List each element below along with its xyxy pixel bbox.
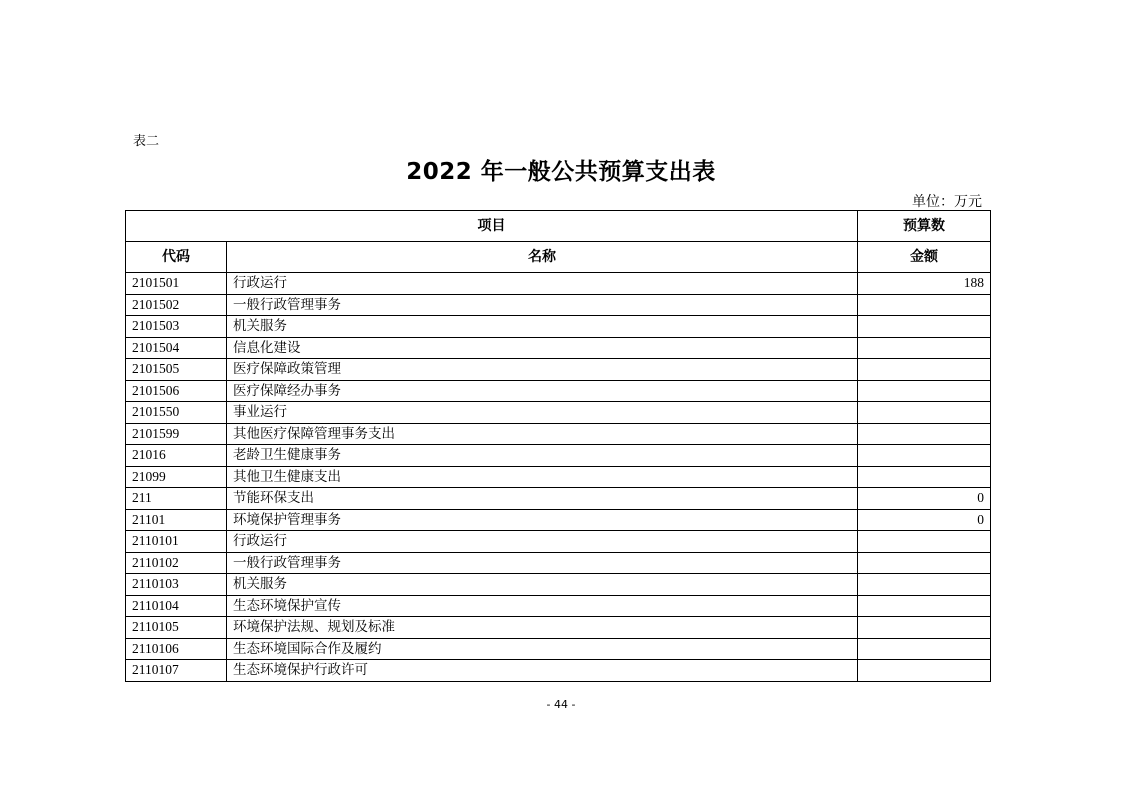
row-amount: 0 [858,488,991,510]
budget-table [125,210,991,682]
row-name: 老龄卫生健康事务 [227,445,858,467]
header-amount: 金额 [858,242,991,273]
row-name: 事业运行 [227,402,858,424]
header-row-2 [126,242,991,273]
table-row [126,316,991,338]
row-name: 一般行政管理事务 [227,552,858,574]
row-code: 2110105 [126,617,227,639]
row-amount [858,638,991,660]
table-row [126,509,991,531]
table-row [126,638,991,660]
table-row [126,402,991,424]
row-amount [858,445,991,467]
row-amount: 188 [858,273,991,295]
row-code: 2101503 [126,316,227,338]
row-amount [858,380,991,402]
row-name: 生态环境国际合作及履约 [227,638,858,660]
row-name: 环境保护法规、规划及标准 [227,617,858,639]
row-amount: 0 [858,509,991,531]
row-amount [858,595,991,617]
row-name: 行政运行 [227,273,858,295]
header-code: 代码 [126,242,227,273]
table-row [126,423,991,445]
row-code: 2101550 [126,402,227,424]
row-name: 机关服务 [227,574,858,596]
row-amount [858,466,991,488]
row-name: 行政运行 [227,531,858,553]
table-row [126,273,991,295]
table-row [126,552,991,574]
row-amount [858,294,991,316]
row-name: 生态环境保护宣传 [227,595,858,617]
row-code: 2110106 [126,638,227,660]
row-code: 21099 [126,466,227,488]
row-name: 其他卫生健康支出 [227,466,858,488]
table-row [126,380,991,402]
table-row [126,466,991,488]
row-amount [858,660,991,682]
row-code: 21016 [126,445,227,467]
table-row [126,488,991,510]
row-amount [858,574,991,596]
row-amount [858,423,991,445]
table-row [126,294,991,316]
row-name: 医疗保障经办事务 [227,380,858,402]
row-code: 2110104 [126,595,227,617]
table-row [126,617,991,639]
table-label: 表二 [133,134,160,149]
row-code: 21101 [126,509,227,531]
row-code: 2101506 [126,380,227,402]
row-name: 信息化建设 [227,337,858,359]
table-row [126,445,991,467]
page-title: 2022 年一般公共预算支出表 [406,159,716,185]
table-row [126,337,991,359]
row-name: 机关服务 [227,316,858,338]
row-name: 生态环境保护行政许可 [227,660,858,682]
header-item: 项目 [126,211,858,242]
row-name: 其他医疗保障管理事务支出 [227,423,858,445]
row-code: 2110107 [126,660,227,682]
row-amount [858,316,991,338]
header-row-1 [126,211,991,242]
row-name: 节能环保支出 [227,488,858,510]
row-code: 2101599 [126,423,227,445]
unit-label: 单位：万元 [912,194,982,210]
row-code: 2110101 [126,531,227,553]
row-code: 2110102 [126,552,227,574]
table-row [126,595,991,617]
row-code: 2101501 [126,273,227,295]
row-amount [858,359,991,381]
row-amount [858,617,991,639]
row-code: 2110103 [126,574,227,596]
table-row [126,531,991,553]
header-name: 名称 [227,242,858,273]
row-name: 一般行政管理事务 [227,294,858,316]
table-row [126,660,991,682]
header-budget: 预算数 [858,211,991,242]
row-code: 2101505 [126,359,227,381]
page-number: - 44 - [546,698,576,711]
row-code: 2101502 [126,294,227,316]
row-amount [858,337,991,359]
row-name: 环境保护管理事务 [227,509,858,531]
row-code: 211 [126,488,227,510]
row-code: 2101504 [126,337,227,359]
row-amount [858,531,991,553]
table-row [126,574,991,596]
row-amount [858,552,991,574]
table-row [126,359,991,381]
row-name: 医疗保障政策管理 [227,359,858,381]
row-amount [858,402,991,424]
